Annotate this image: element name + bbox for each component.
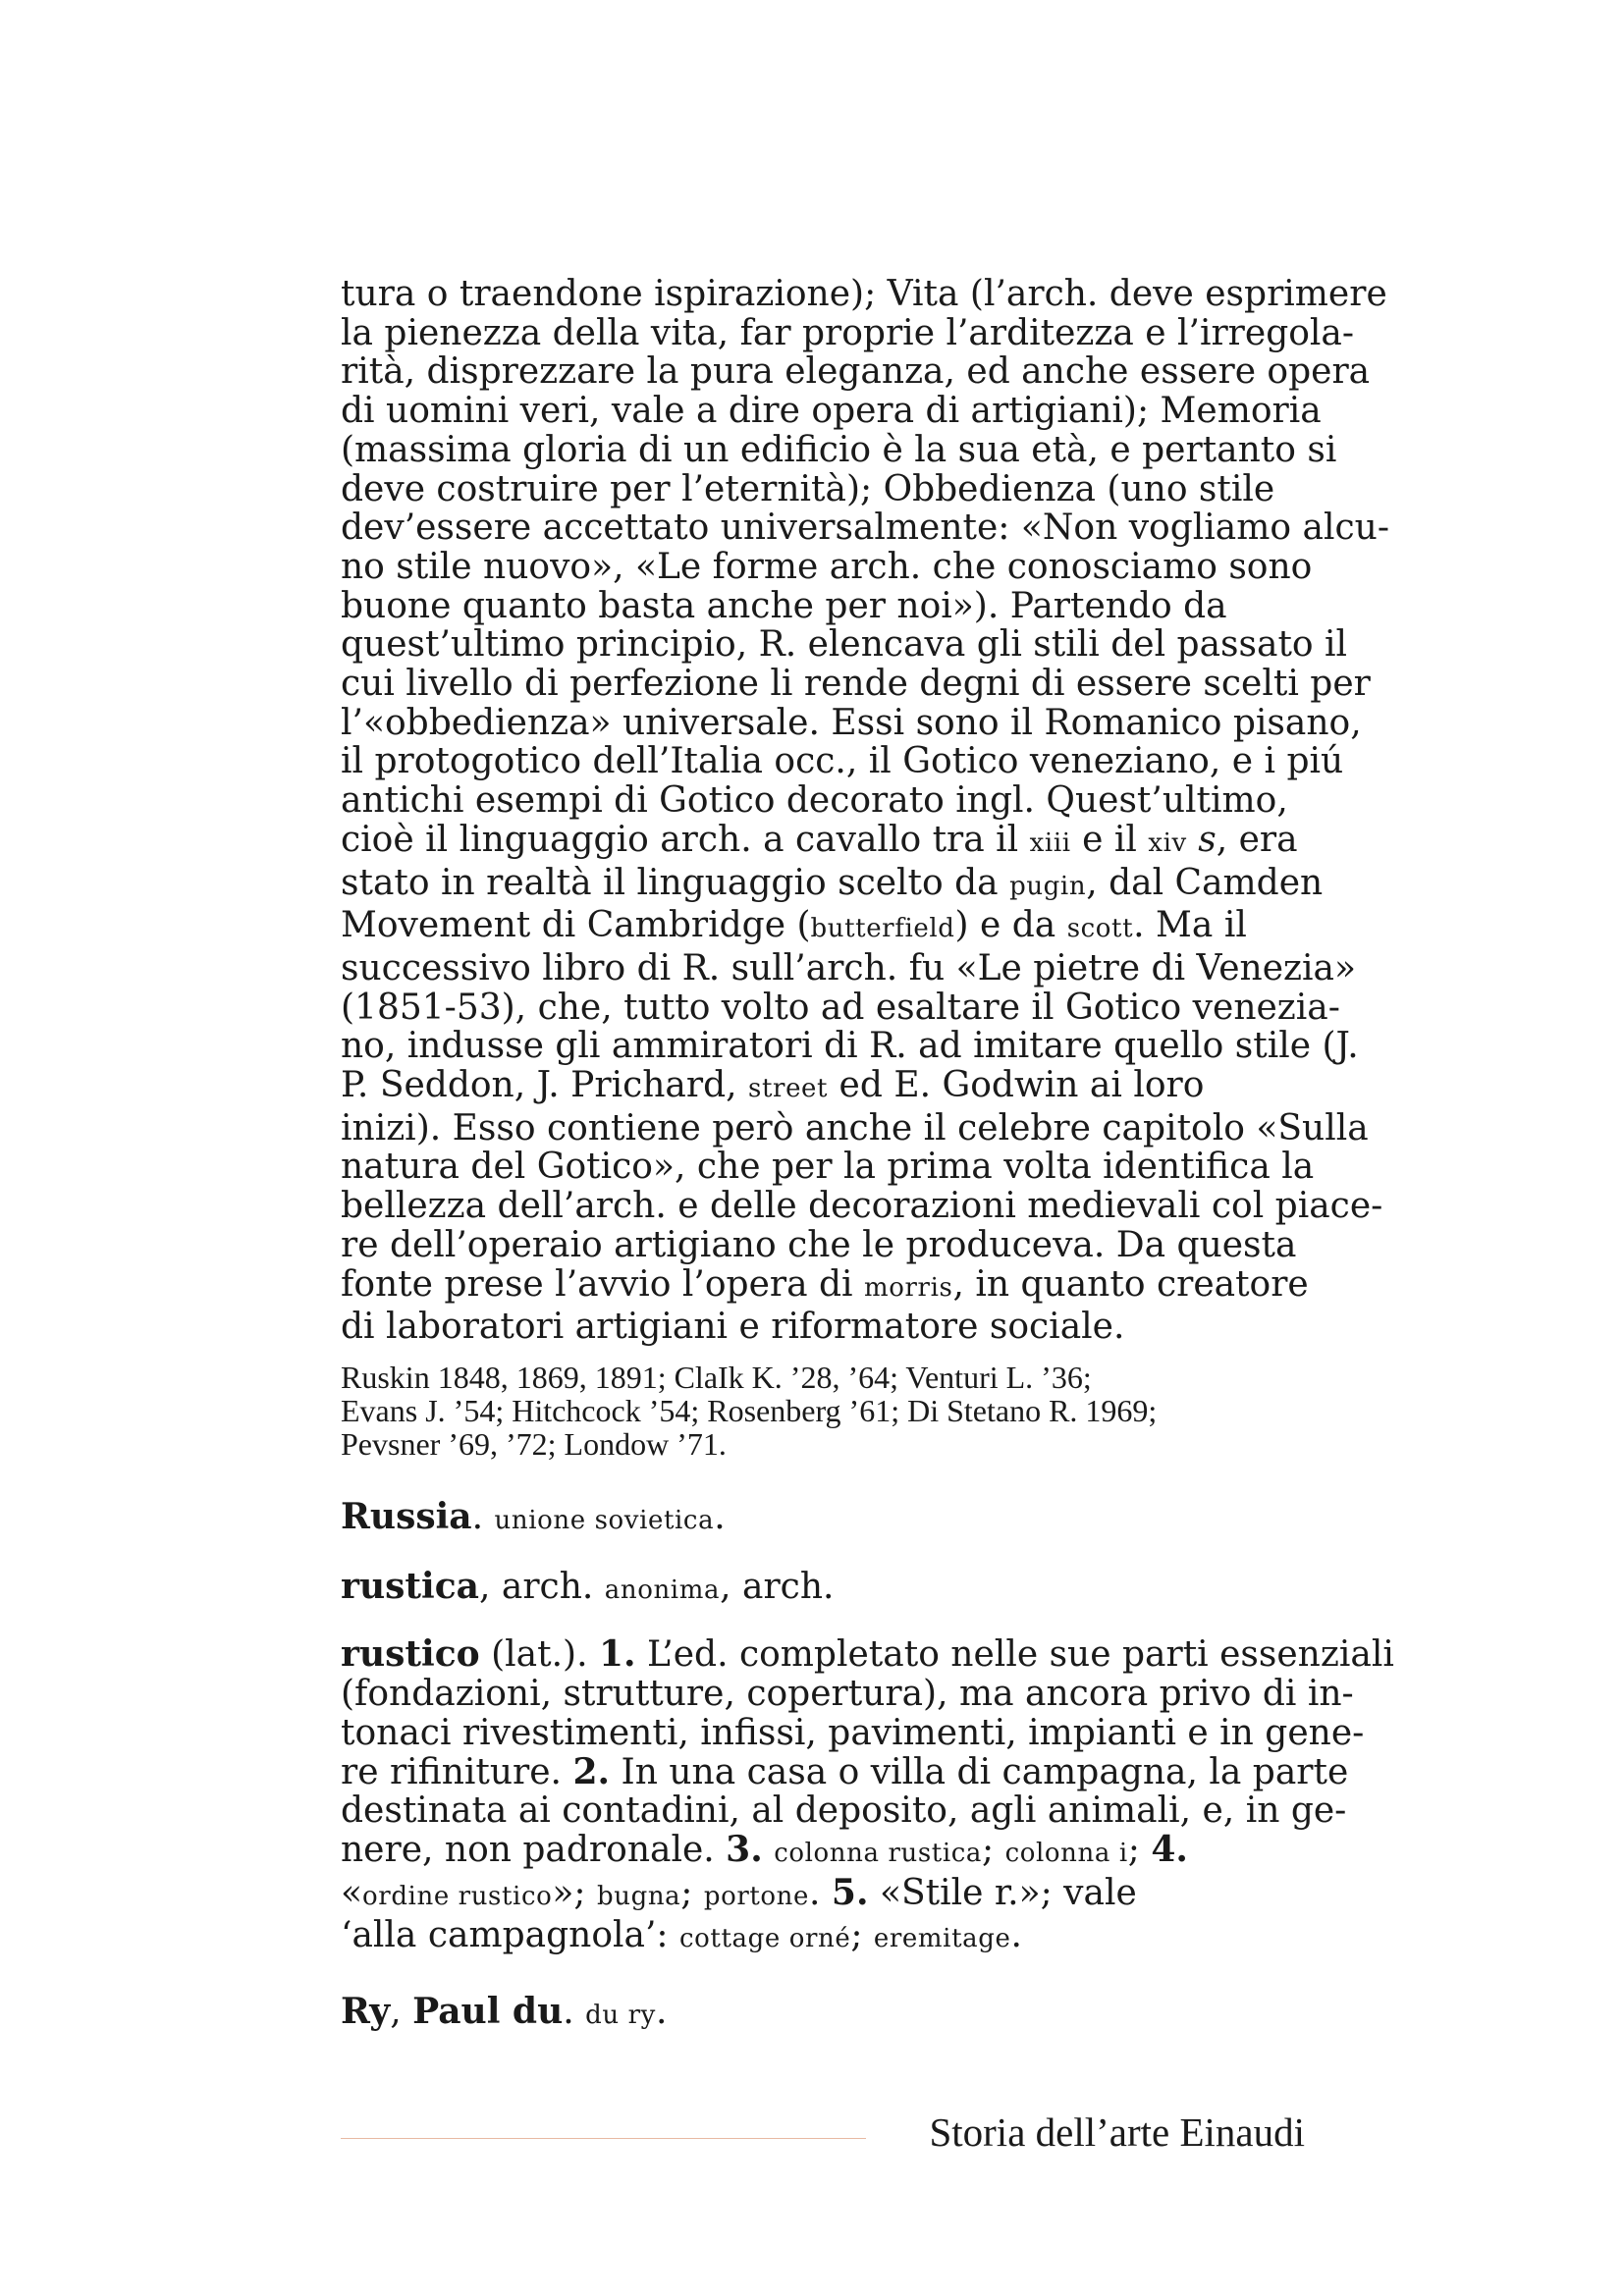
text-line: (fondazioni, strutture, copertura), ma ancora privo di in-: [341, 1674, 1354, 1715]
xref-pugin[interactable]: pugin: [1009, 871, 1087, 901]
text-line: inizi). Esso contiene però anche il celebre capitolo «Sulla: [341, 1107, 1369, 1148]
sense-number: 1.: [598, 1633, 636, 1676]
xref-colonna-rustica[interactable]: colonna rustica: [774, 1838, 983, 1868]
text-fragment: ;: [1127, 1829, 1152, 1870]
xref-scott[interactable]: scott: [1066, 914, 1134, 944]
xref-unione-sovietica[interactable]: unione sovietica: [494, 1505, 715, 1535]
text-line: no stile nuovo», «Le forme arch. che conosciamo sono: [341, 546, 1313, 587]
headword: rustica: [341, 1565, 479, 1607]
text-line: deve costruire per l’eternità); Obbedienza (uno stile: [341, 468, 1275, 509]
text-fragment: »;: [552, 1872, 597, 1913]
xref-morris[interactable]: morris: [864, 1272, 953, 1303]
text-line: tonaci rivestimenti, infissi, pavimenti, impianti e in gene-: [341, 1712, 1365, 1753]
bibliography-references: [341, 1361, 1305, 1461]
xref-butterfield[interactable]: butterfield: [810, 914, 955, 944]
text-fragment: ) e da: [954, 905, 1067, 946]
reference-line: Ruskin 1848, 1869, 1891; ClaIk K. ’28, ’64; Venturi L. ’36;: [341, 1359, 1092, 1395]
text-fragment: .: [471, 1496, 495, 1537]
text-fragment: ,: [390, 1992, 413, 2033]
text-fragment: In una casa o villa di campagna, la parte: [610, 1751, 1349, 1792]
text-line: [341, 821, 1305, 864]
text-fragment: P. Seddon, J. Prichard,: [341, 1065, 749, 1106]
xref-colonna-i[interactable]: colonna i: [1004, 1838, 1128, 1868]
xref-du-ry[interactable]: du ry: [585, 2001, 656, 2031]
footer-title: Storia dell’arte Einaudi: [929, 2109, 1305, 2155]
xref-portone[interactable]: portone: [703, 1881, 810, 1911]
text-line: [341, 1828, 1305, 1874]
xref-bugna[interactable]: bugna: [596, 1881, 681, 1911]
text-fragment: fonte prese l’avvio l’opera di: [341, 1263, 865, 1305]
text-fragment: stato in realtà il linguaggio scelto da: [341, 862, 1010, 903]
xref-street[interactable]: street: [748, 1074, 829, 1104]
entry-rustica: [341, 1565, 1305, 1611]
text-line: di uomini veri, vale a dire opera di artigiani); Memoria: [341, 391, 1322, 432]
sense-number: 4.: [1151, 1828, 1188, 1870]
sense-number: 5.: [831, 1871, 869, 1913]
text-line: [341, 1066, 1305, 1109]
text-line: [341, 1871, 1305, 1917]
text-line: re dell’operaio artigiano che le produceva. Da questa: [341, 1224, 1297, 1265]
text-fragment: .: [809, 1872, 832, 1913]
footer-rule: [341, 2138, 866, 2139]
headword: rustico: [341, 1633, 480, 1676]
xref-eremitage[interactable]: eremitage: [873, 1924, 1011, 1954]
text-fragment: (lat.).: [479, 1634, 599, 1676]
text-line: [341, 1263, 1309, 1308]
text-line: la pienezza della vita, far proprie l’arditezza e l’irregola-: [341, 312, 1355, 353]
text-fragment: ;: [680, 1872, 704, 1913]
century-abbrev: s: [1198, 819, 1217, 860]
entry-rustico: [341, 1633, 1394, 1959]
entry-ry: [341, 1993, 1305, 2036]
text-line: [341, 1750, 1349, 1792]
text-fragment: «: [341, 1872, 363, 1913]
text-fragment: ;: [850, 1915, 874, 1956]
text-fragment: , dal Camden: [1086, 862, 1324, 903]
xref-anonima[interactable]: anonima: [604, 1575, 721, 1605]
sense-number: 2.: [572, 1750, 611, 1792]
text-line: quest’ultimo principio, R. elencava gli stili del passato il: [341, 624, 1348, 666]
text-fragment: .: [714, 1496, 726, 1537]
text-line: no, indusse gli ammiratori di R. ad imitare quello stile (J.: [341, 1026, 1359, 1067]
text-line: buone quanto basta anche per noi»). Partendo da: [341, 585, 1227, 626]
text-fragment: .: [563, 1992, 586, 2033]
headword: Ry: [341, 1991, 391, 2033]
text-line: dev’essere accettato universalmente: «Non vogliamo alcu-: [341, 507, 1389, 549]
body-text: [341, 274, 1394, 2036]
text-fragment: .: [655, 1992, 668, 2033]
text-line: l’«obbedienza» universale. Essi sono il Romanico pisano,: [341, 702, 1362, 743]
text-line: bellezza dell’arch. e delle decorazioni medievali col piace-: [341, 1186, 1383, 1227]
text-fragment: , arch.: [720, 1566, 835, 1607]
text-fragment: , era: [1216, 819, 1298, 860]
text-fragment: , in quanto creatore: [952, 1263, 1309, 1305]
text-line: [341, 906, 1305, 949]
text-line: tura o traendone ispirazione); Vita (l’arch. deve esprimere: [341, 274, 1387, 314]
century-xiii: xiii: [1029, 828, 1071, 858]
text-line: destinata ai contadini, al deposito, agli animali, e, in ge-: [341, 1790, 1347, 1832]
text-fragment: L’ed. completato nelle sue parti essenziali: [635, 1634, 1394, 1676]
text-line: [341, 1633, 1394, 1676]
text-fragment: cioè il linguaggio arch. a cavallo tra il: [341, 819, 1030, 860]
text-fragment: e il: [1070, 819, 1149, 860]
text-line: rità, disprezzare la pura eleganza, ed anche essere opera: [341, 351, 1371, 393]
text-line: il protogotico dell’Italia occ., il Gotico veneziano, e i piú: [341, 741, 1344, 782]
text-line: successivo libro di R. sull’arch. fu «Le pietre di Venezia»: [341, 947, 1357, 988]
xref-cottage-orne[interactable]: cottage orné: [679, 1924, 851, 1954]
text-line: [341, 1916, 1305, 1959]
sense-number: 3.: [726, 1828, 763, 1870]
entry-russia: [341, 1495, 1305, 1541]
text-fragment: .: [1010, 1915, 1022, 1956]
text-line: (1851-53), che, tutto volto ad esaltare il Gotico venezia-: [341, 987, 1340, 1028]
text-line: natura del Gotico», che per la prima volta identifica la: [341, 1147, 1315, 1188]
headword: Paul du: [412, 1991, 564, 2033]
headword: Russia: [341, 1495, 472, 1537]
text-fragment: . Ma il: [1133, 905, 1247, 946]
text-line: cui livello di perfezione li rende degni di essere scelti per: [341, 664, 1371, 705]
text-fragment: ;: [982, 1829, 1005, 1870]
reference-line: Pevsner ’69, ’72; Londow ’71.: [341, 1425, 727, 1462]
text-line: (massima gloria di un edificio è la sua età, e pertanto si: [341, 429, 1337, 470]
text-line: [341, 862, 1324, 907]
century-xiv: xiv: [1148, 828, 1187, 858]
text-fragment: re rifiniture.: [341, 1751, 573, 1792]
text-fragment: , arch.: [478, 1566, 605, 1607]
text-fragment: ed E. Godwin ai loro: [828, 1065, 1205, 1106]
text-fragment: Movement di Cambridge (: [341, 905, 811, 946]
text-line: di laboratori artigiani e riformatore sociale.: [341, 1307, 1125, 1348]
text-fragment: «Stile r.»; vale: [868, 1872, 1137, 1913]
text-line: antichi esempi di Gotico decorato ingl. Quest’ultimo,: [341, 780, 1288, 822]
text-fragment: nere, non padronale.: [341, 1829, 727, 1870]
ruskin-entry-continuation: [341, 274, 1389, 1348]
text-fragment: ‘alla campagnola’:: [341, 1915, 680, 1956]
reference-line: Evans J. ’54; Hitchcock ’54; Rosenberg ’61; Di Stetano R. 1969;: [341, 1392, 1158, 1428]
xref-ordine-rustico[interactable]: ordine rustico: [362, 1881, 553, 1911]
